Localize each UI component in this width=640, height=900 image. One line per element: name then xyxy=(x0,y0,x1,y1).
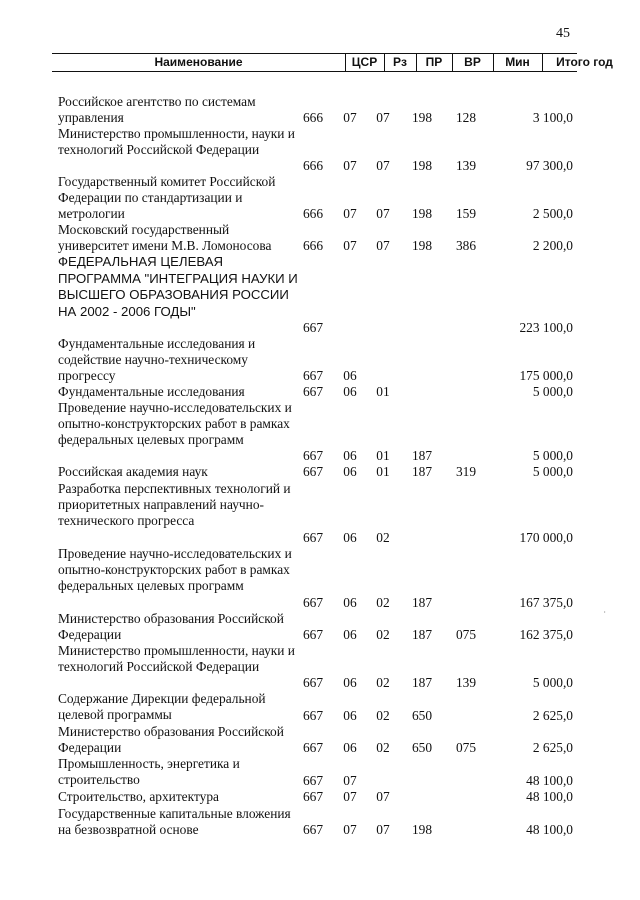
row-min: 139 xyxy=(455,158,477,174)
row-csr: 667 xyxy=(302,740,324,756)
row-min: 159 xyxy=(455,206,477,222)
row-min: 075 xyxy=(455,740,477,756)
row-pr: 02 xyxy=(376,740,390,756)
row-csr: 666 xyxy=(302,238,324,254)
table-row xyxy=(0,724,640,756)
table-row xyxy=(0,611,640,643)
row-name: Российское агентство по системам управления xyxy=(58,94,256,125)
row-total: 5 000,0 xyxy=(532,384,573,400)
row-name: Промышленность, энергетика и строительство xyxy=(58,756,240,787)
table-row xyxy=(0,126,640,174)
row-name: Министерство образования Российской Федерации xyxy=(58,611,284,642)
table-row xyxy=(0,222,640,254)
row-total: 2 200,0 xyxy=(532,238,573,254)
row-rz: 06 xyxy=(343,627,357,643)
table-row xyxy=(0,481,640,546)
table-row xyxy=(0,384,640,400)
row-total: 5 000,0 xyxy=(532,675,573,691)
row-csr: 667 xyxy=(302,789,324,805)
row-vr: 198 xyxy=(411,822,433,838)
row-name: Министерство промышленности, науки и технологий Российской Федерации xyxy=(58,126,295,157)
row-name: Содержание Дирекции федеральной целевой программы xyxy=(58,691,266,722)
row-total: 48 100,0 xyxy=(526,789,573,805)
row-rz: 07 xyxy=(343,773,357,789)
row-total: 170 000,0 xyxy=(519,530,573,546)
row-total: 162 375,0 xyxy=(519,627,573,643)
header-total: Итого год xyxy=(556,55,613,69)
row-name: Московский государственный университет имени М.В. Ломоносова xyxy=(58,222,272,253)
row-csr: 666 xyxy=(302,206,324,222)
header-min: Мин xyxy=(505,55,530,69)
row-min: 319 xyxy=(455,464,477,480)
row-pr: 02 xyxy=(376,627,390,643)
row-name: Государственные капитальные вложения на безвозвратной основе xyxy=(58,806,291,837)
table-row xyxy=(0,94,640,126)
row-total: 2 625,0 xyxy=(532,740,573,756)
scan-speck: · xyxy=(603,608,606,617)
row-total: 223 100,0 xyxy=(519,320,573,336)
row-csr: 667 xyxy=(302,627,324,643)
row-csr: 666 xyxy=(302,110,324,126)
table-row xyxy=(0,400,640,464)
row-rz: 06 xyxy=(343,384,357,400)
row-rz: 06 xyxy=(343,464,357,480)
row-name: Проведение научно-исследовательских и опытно-конструкторских работ в рамках федеральных целевых программ xyxy=(58,400,292,447)
row-name: Проведение научно-исследовательских и опытно-конструкторских работ в рамках федеральных целевых программ xyxy=(58,546,292,593)
row-name: Российская академия наук xyxy=(58,464,208,479)
row-vr: 198 xyxy=(411,110,433,126)
row-total: 175 000,0 xyxy=(519,368,573,384)
row-pr: 07 xyxy=(376,158,390,174)
row-pr: 01 xyxy=(376,384,390,400)
row-total: 48 100,0 xyxy=(526,773,573,789)
row-pr: 02 xyxy=(376,708,390,724)
row-csr: 667 xyxy=(302,822,324,838)
header-name: Наименование xyxy=(154,55,243,69)
row-min: 128 xyxy=(455,110,477,126)
row-csr: 667 xyxy=(302,464,324,480)
header-vr: ВР xyxy=(464,55,481,69)
row-vr: 187 xyxy=(411,448,433,464)
table-header xyxy=(52,53,613,72)
row-rz: 07 xyxy=(343,206,357,222)
row-rz: 06 xyxy=(343,368,357,384)
row-name: Министерство промышленности, науки и технологий Российской Федерации xyxy=(58,643,295,674)
row-name: ФЕДЕРАЛЬНАЯ ЦЕЛЕВАЯ ПРОГРАММА "ИНТЕГРАЦИЯ НАУКИ И ВЫСШЕГО ОБРАЗОВАНИЯ РОССИИ НА 2002 - 2006 ГОДЫ" xyxy=(58,254,298,319)
table-row xyxy=(0,174,640,222)
row-csr: 666 xyxy=(302,158,324,174)
row-csr: 667 xyxy=(302,530,324,546)
row-rz: 06 xyxy=(343,708,357,724)
row-rz: 06 xyxy=(343,448,357,464)
row-csr: 667 xyxy=(302,320,324,336)
row-pr: 01 xyxy=(376,448,390,464)
row-total: 5 000,0 xyxy=(532,448,573,464)
row-csr: 667 xyxy=(302,368,324,384)
row-pr: 01 xyxy=(376,464,390,480)
row-pr: 02 xyxy=(376,530,390,546)
row-rz: 06 xyxy=(343,740,357,756)
row-csr: 667 xyxy=(302,595,324,611)
row-rz: 07 xyxy=(343,110,357,126)
table-row xyxy=(0,546,640,611)
row-vr: 187 xyxy=(411,464,433,480)
row-vr: 198 xyxy=(411,158,433,174)
table-row xyxy=(0,756,640,789)
row-rz: 07 xyxy=(343,158,357,174)
row-rz: 06 xyxy=(343,595,357,611)
row-total: 97 300,0 xyxy=(526,158,573,174)
row-name: Фундаментальные исследования и содействие научно-техническому прогрессу xyxy=(58,336,256,383)
header-rz: Рз xyxy=(393,55,407,69)
row-vr: 187 xyxy=(411,627,433,643)
row-csr: 667 xyxy=(302,773,324,789)
row-pr: 07 xyxy=(376,110,390,126)
row-total: 3 100,0 xyxy=(532,110,573,126)
row-name: Министерство образования Российской Федерации xyxy=(58,724,284,755)
row-rz: 06 xyxy=(343,675,357,691)
row-total: 2 625,0 xyxy=(532,708,573,724)
table-row xyxy=(0,806,640,838)
table-row xyxy=(0,691,640,724)
row-pr: 07 xyxy=(376,238,390,254)
header-pr: ПР xyxy=(425,55,443,69)
row-pr: 02 xyxy=(376,595,390,611)
row-pr: 07 xyxy=(376,822,390,838)
row-name: Государственный комитет Российской Федерации по стандартизации и метрологии xyxy=(58,174,276,221)
row-csr: 667 xyxy=(302,384,324,400)
row-name: Фундаментальные исследования xyxy=(58,384,245,399)
header-csr: ЦСР xyxy=(351,55,378,69)
table-row xyxy=(0,336,640,384)
row-min: 139 xyxy=(455,675,477,691)
table-row xyxy=(0,789,640,805)
row-total: 48 100,0 xyxy=(526,822,573,838)
row-rz: 07 xyxy=(343,238,357,254)
page-number: 45 xyxy=(556,26,570,41)
row-rz: 06 xyxy=(343,530,357,546)
row-vr: 187 xyxy=(411,675,433,691)
row-vr: 198 xyxy=(411,206,433,222)
table-row xyxy=(0,464,640,480)
row-vr: 650 xyxy=(411,708,433,724)
row-min: 386 xyxy=(455,238,477,254)
row-name: Строительство, архитектура xyxy=(58,789,219,804)
row-vr: 187 xyxy=(411,595,433,611)
row-total: 2 500,0 xyxy=(532,206,573,222)
row-csr: 667 xyxy=(302,675,324,691)
row-pr: 07 xyxy=(376,206,390,222)
row-total: 167 375,0 xyxy=(519,595,573,611)
row-pr: 02 xyxy=(376,675,390,691)
table-row xyxy=(0,643,640,691)
row-rz: 07 xyxy=(343,822,357,838)
row-csr: 667 xyxy=(302,708,324,724)
row-name: Разработка перспективных технологий и приоритетных направлений научно-технического прогресса xyxy=(58,481,291,528)
row-min: 075 xyxy=(455,627,477,643)
row-csr: 667 xyxy=(302,448,324,464)
row-total: 5 000,0 xyxy=(532,464,573,480)
row-vr: 650 xyxy=(411,740,433,756)
table-row-program xyxy=(0,254,640,336)
row-rz: 07 xyxy=(343,789,357,805)
row-pr: 07 xyxy=(376,789,390,805)
row-vr: 198 xyxy=(411,238,433,254)
